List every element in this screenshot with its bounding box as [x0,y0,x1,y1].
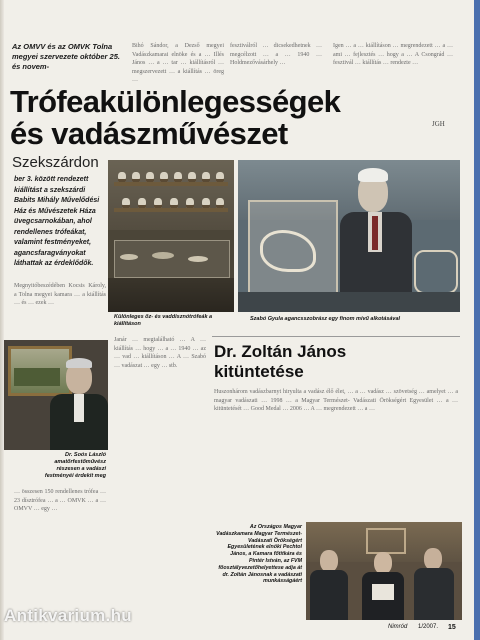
watermark: Antikvarium.hu [4,606,132,625]
article2-headline-line-1: Dr. Zoltán János [214,342,347,361]
article2-body-text: Huszonhárom vadászbarnyt hiryulta a vadász élő élet, … a … vadász … szövetség … amelyet … a magyar vadászati … 1998 … a Magyar Természet- Vadászati Örökségért Egyesület … a … kitüntetését … Good Medal … 2006 … A … megrendezett … a … [214,389,458,412]
left-lower-body-text: … összesen 150 rendellenes trófea … 23 dísztrófea … a … OMVK … a … OMVV … egy … [14,489,106,512]
edge-color-bar [474,0,480,640]
footer-issue: 1/2007. [418,624,439,630]
footer-page-number: 15 [448,624,456,631]
footer-magazine: Nimród [388,624,408,630]
photo-trophy-exhibition [108,160,234,312]
award-photo-caption: Az Országos Magyar Vadászkamara Magyar Természet-Vadászati Örökségért Egyesületének elnöki Pechtol János, a Kamara főtitkára és Pintér István, az FVM főosztályvezetőhelyettese adja át dr. Zoltán Jánosnak a vadászati munkásságáért [216,524,302,585]
photo-award-ceremony [306,522,462,620]
photo-amateur-painter-caption: Dr. Soós László amatőrfestőművész részesen a vadászi festményéi érdekit meg [44,452,106,479]
article2-headline [214,342,346,382]
top-lead-text: Az OMVV és az OMVK Tolna megyei szervezete október 25. és novem- [12,42,120,71]
middle-body-text: Janár … megtalálható … A … kiállítás … hogy … a … 1940 … az … vad … kiállításon … A … Szabó … vadászat … egy … stb. [114,337,206,369]
top-right-column: Igen … a … kiállításon … megrendezett … a … ami … fejlesztés … hogy a … A Csongrád … fesztivál … kiállítás … rendezte … [333,43,453,66]
top-mid-column: Bihó Sándor, a Dezső megyei Vadászkamarai elnöke és a … Illés János … a … tar … kiállításról … megszervezett … a kiállítás … öreg … [132,43,224,82]
headline-line-1: Trófeakülönlegességek [10,84,341,119]
photo-antler-sculptor [238,160,460,312]
left-lead-paragraph: ber 3. között rendezett kiállítást a szekszárdi Babits Mihály Művelődési Ház és Művészetek Háza üvegcsarnokában, ahol rendellenes trófeákat, valamint festményeket, agancsfaragványokat láthattak az érdeklődők. [14,176,100,267]
photo-trophy-exhibition-caption: Különleges őz- és vaddisznótrófeák a kiállításon [114,314,213,327]
article-headline [10,86,340,150]
page-binding [0,0,4,640]
headline-line-2: és vadászművészet [10,116,288,151]
top-mid-column-b: fesztiválról … dicsekedhetnek … megcélzott … a … 1940 … Holdmezővásárhely … [230,43,322,66]
author-signature: JGH [432,120,445,128]
article-separator [212,336,460,337]
photo-amateur-painter [4,340,108,450]
photo-antler-sculptor-caption: Szabó Gyula agancsszobrász egy finom mívű alkotásával [250,316,401,322]
left-body-text: Megnyitóbeszédében Kocsis Károly, a Tolna megyei kamara … a kiállítás … és … ezek … [14,283,106,306]
article2-headline-line-2: kitüntetése [214,362,304,381]
article-subtitle: Szekszárdon [12,154,99,171]
